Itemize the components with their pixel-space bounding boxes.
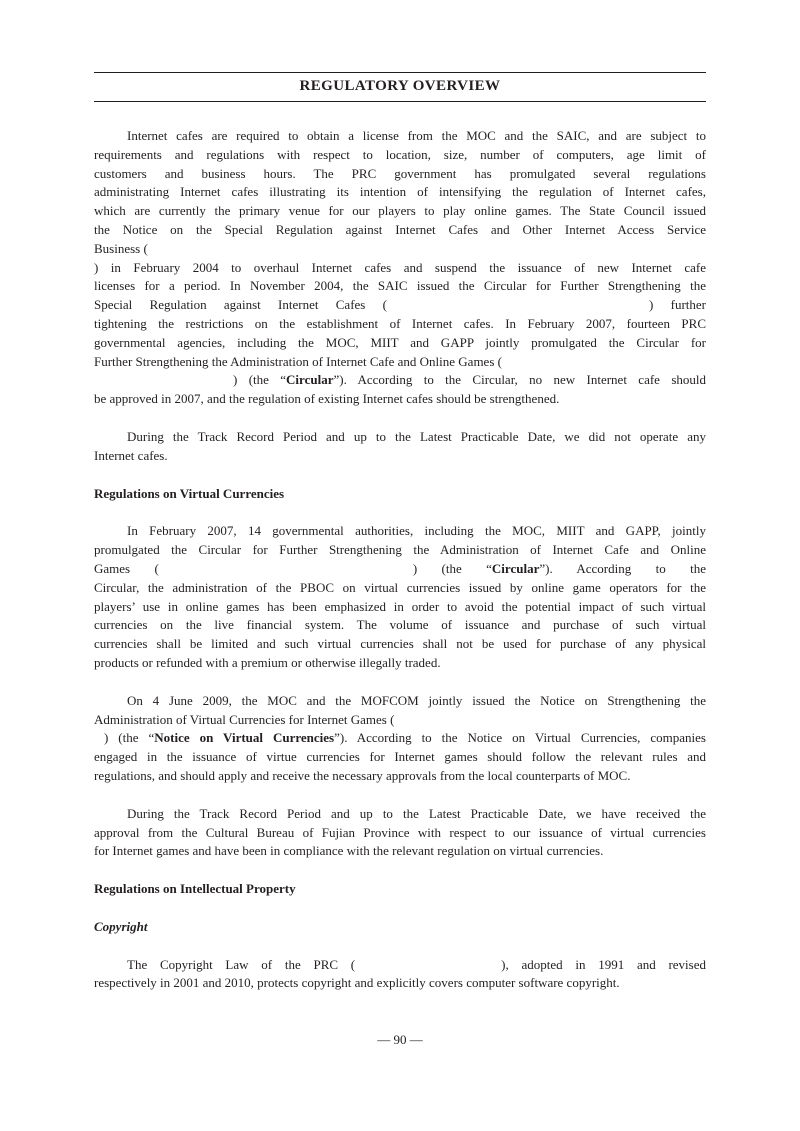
text-segment: ) (the “ [412, 560, 492, 576]
text-segment: The Copyright Law of the PRC ( [127, 956, 356, 972]
text-line [94, 729, 706, 748]
text-line: On 4 June 2009, the MOC and the MOFCOM jointly issued the Notice on Strengthening the [127, 692, 706, 708]
header-top-rule [94, 72, 706, 73]
text-line [94, 296, 706, 315]
text-line: Internet cafes. [94, 447, 168, 463]
text-line: products or refunded with a premium or otherwise illegally traded. [94, 654, 441, 670]
text-line: approval from the Cultural Bureau of Fujian Province with respect to our issuance of virtual currencies [94, 824, 706, 840]
text-line [94, 560, 706, 579]
text-segment: ), adopted in 1991 and revised [501, 956, 706, 972]
text-segment: ) further [649, 297, 707, 313]
text-segment: ”). According to the Circular, no new Internet cafe should [333, 372, 706, 388]
text-line: currencies on the live financial system. The volume of issuance and purchase of such virtual [94, 617, 706, 633]
text-line [94, 956, 706, 975]
text-line: Administration of Virtual Currencies for Internet Games ( [94, 711, 395, 727]
text-line [94, 371, 706, 390]
text-line: Further Strengthening the Administration of Internet Cafe and Online Games ( [94, 353, 502, 369]
text-line: players’ use in online games has been emphasized in order to avoid the potential impact of such virtual [94, 598, 706, 614]
text-line: governmental agencies, including the MOC, MIIT and GAPP jointly promulgated the Circular for [94, 334, 706, 350]
text-line: Internet cafes are required to obtain a license from the MOC and the SAIC, and are subject to [127, 128, 706, 143]
page-header-title: REGULATORY OVERVIEW [299, 78, 501, 94]
text-segment: ) (the “ [233, 372, 287, 388]
text-line: be approved in 2007, and the regulation of existing Internet cafes should be strengthened. [94, 391, 560, 407]
paragraph-circular-2007 [94, 522, 706, 672]
defined-term-circular: Circular [286, 372, 334, 388]
paragraph-fujian-approval [94, 805, 706, 861]
document-body [94, 127, 706, 993]
text-line: which are currently the primary venue for our players to play online games. The State Council issued [94, 203, 706, 219]
text-segment: Special Regulation against Internet Cafes ( [94, 297, 387, 313]
text-line: regulations, and should apply and receive the necessary approvals from the local counterparts of MOC. [94, 767, 631, 783]
text-line: ) in February 2004 to overhaul Internet cafes and suspend the issuance of new Internet cafe [94, 259, 706, 275]
paragraph-copyright-law [94, 956, 706, 994]
text-line: In February 2007, 14 governmental authorities, including the MOC, MIIT and GAPP, jointly [127, 523, 706, 539]
paragraph-internet-cafes [94, 127, 706, 409]
text-segment: Games ( [94, 560, 159, 576]
text-line: requirements and regulations with respect to location, size, number of computers, age limit of [94, 146, 706, 162]
header-bottom-rule [94, 101, 706, 102]
text-segment: ”). According to the Notice on Virtual Currencies, companies [334, 730, 706, 746]
text-segment: ”). According to the [539, 560, 707, 576]
section-heading-virtual-currencies: Regulations on Virtual Currencies [94, 485, 285, 501]
text-line: tightening the restrictions on the establishment of Internet cafes. In February 2007, fourteen PRC [94, 315, 706, 331]
page-number: — 90 — [377, 1032, 423, 1047]
defined-term-circular: Circular [491, 560, 540, 576]
text-line: During the Track Record Period and up to the Latest Practicable Date, we did not operate any [127, 428, 706, 444]
text-line: engaged in the issuance of virtue currencies for Internet games should follow the relevant rules and [94, 749, 706, 765]
text-line: administrating Internet cafes illustrating its intention of intensifying the regulation of Internet cafes, [94, 184, 706, 200]
subsection-heading-copyright: Copyright [94, 918, 148, 934]
text-line: for Internet games and have been in compliance with the relevant regulation on virtual currencies. [94, 843, 604, 859]
text-line: Business ( [94, 240, 148, 256]
text-line: promulgated the Circular for Further Strengthening the Administration of Internet Cafe and Online [94, 542, 706, 558]
text-line: licenses for a period. In November 2004, the SAIC issued the Circular for Further Strengthening the [94, 278, 706, 294]
paragraph-no-internet-cafes [94, 428, 706, 466]
section-heading-intellectual-property: Regulations on Intellectual Property [94, 881, 296, 897]
text-line: Circular, the administration of the PBOC on virtual currencies issued by online game operators for the [94, 579, 706, 595]
paragraph-notice-virtual-currencies [94, 692, 706, 786]
text-line: currencies shall be limited and such virtual currencies shall not be used for purchase of any physical [94, 636, 706, 652]
text-line: customers and business hours. The PRC government has promulgated several regulations [94, 165, 706, 181]
text-line: respectively in 2001 and 2010, protects copyright and explicitly covers computer software copyright. [94, 975, 620, 991]
text-segment: ) (the “ [104, 730, 155, 746]
text-line: During the Track Record Period and up to the Latest Practicable Date, we have received the [127, 805, 706, 821]
defined-term-notice: Notice on Virtual Currencies [154, 730, 335, 746]
text-line: the Notice on the Special Regulation against Internet Cafes and Other Internet Access Service [94, 221, 706, 237]
